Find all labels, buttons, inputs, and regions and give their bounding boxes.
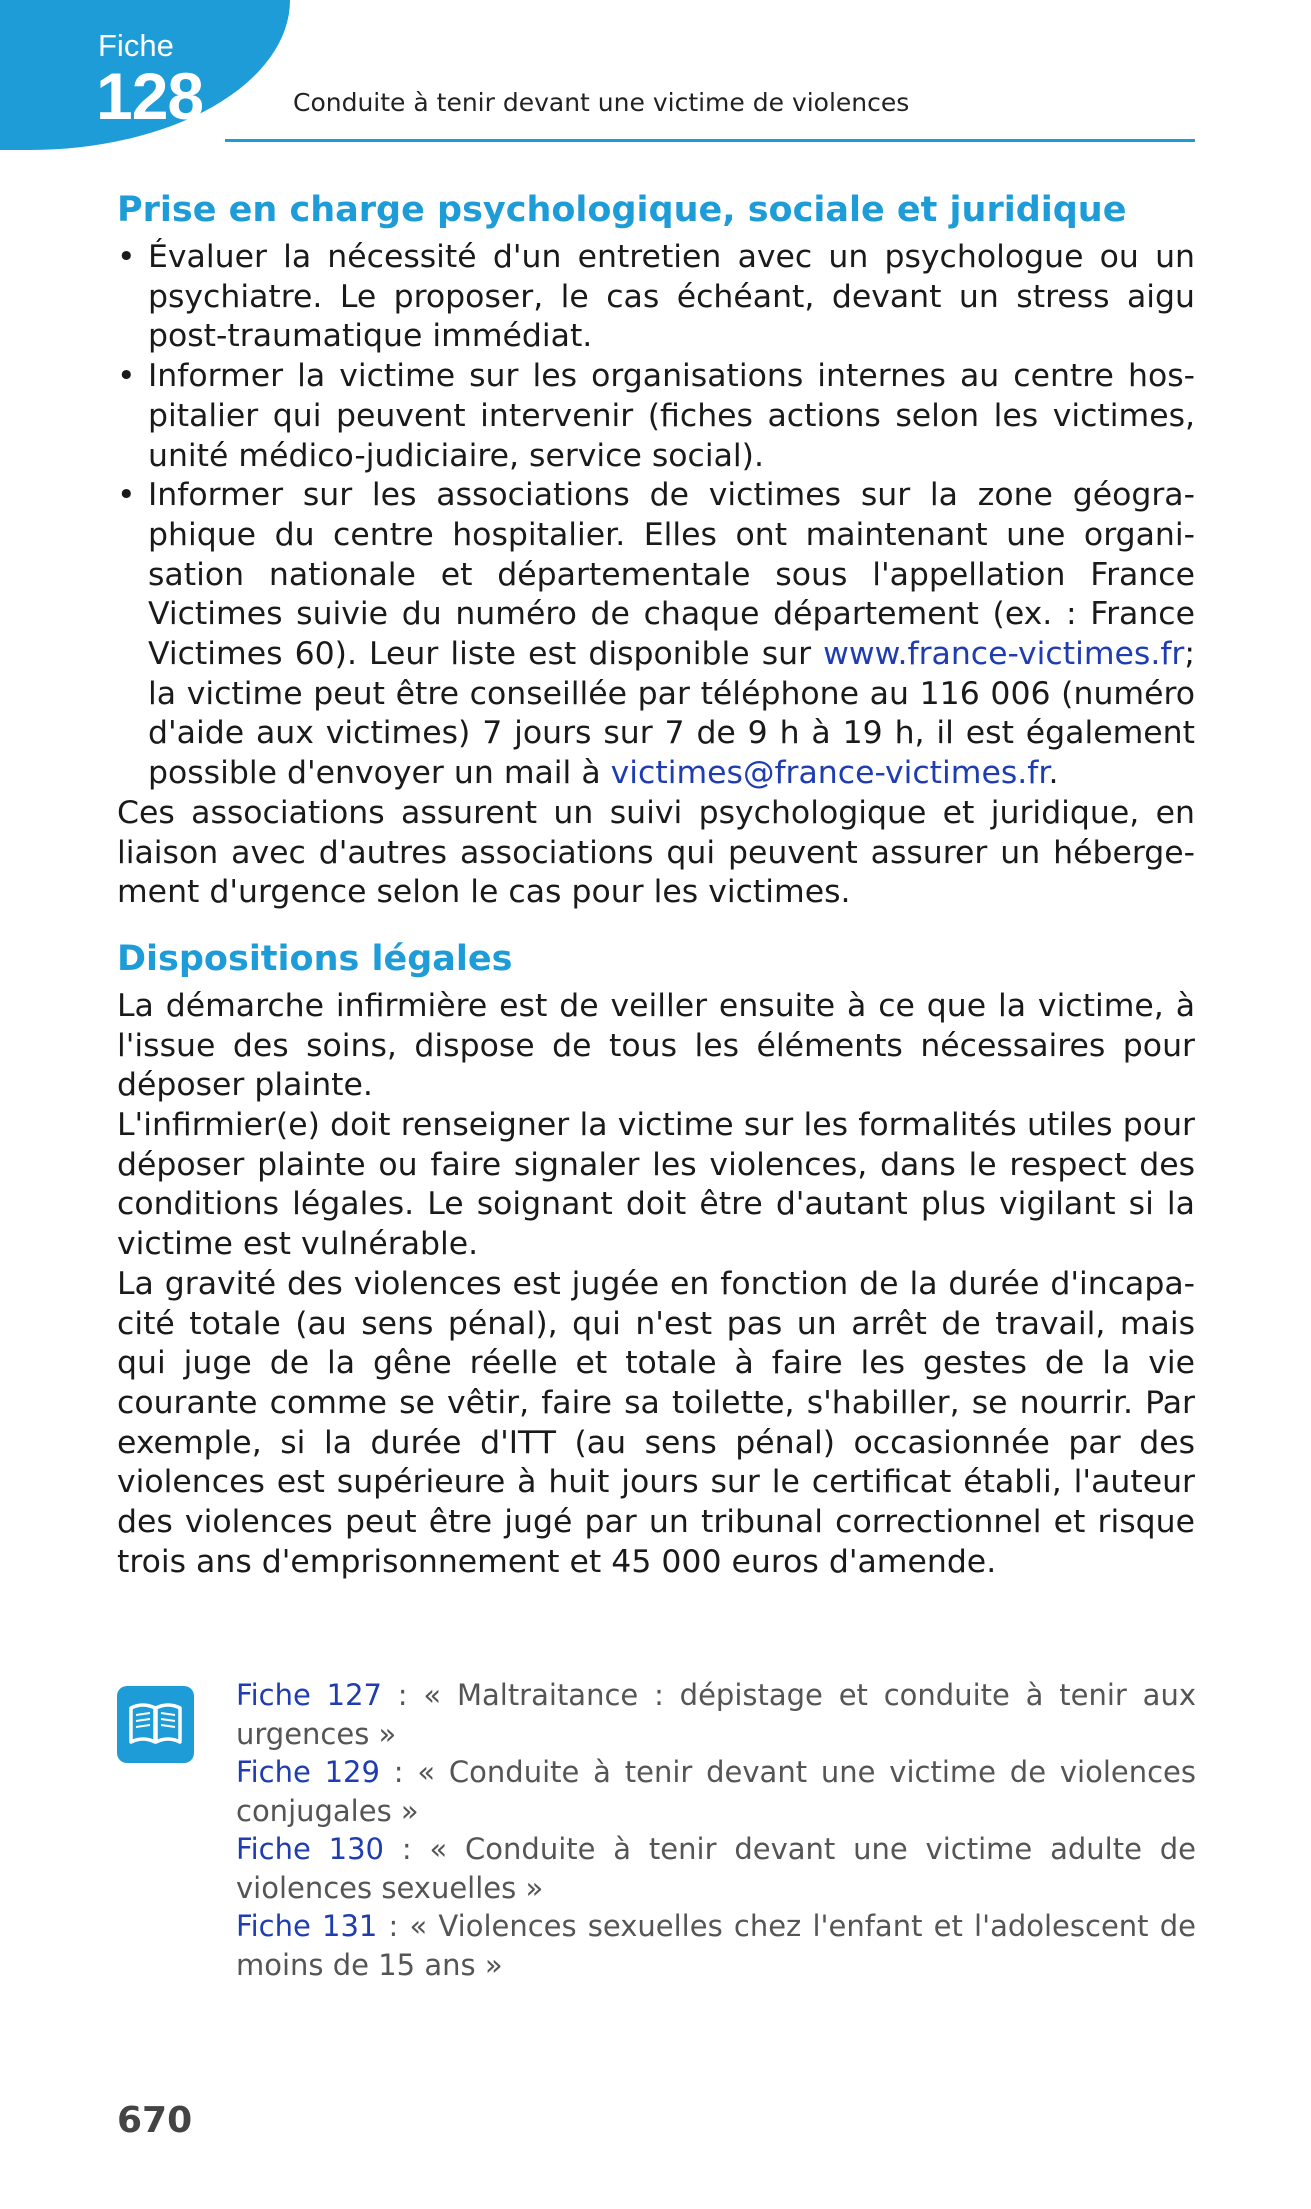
paragraph: La gravité des violences est jugée en fonction de la durée d'incapacité totale (au sens pénal), qui n'est pas un arrêt de travail, mais qui juge de la gêne réelle et totale à faire les gestes de la vie courante comme se vêtir, faire sa toilette, s'habiller, se nourrir. Par exemple, si la durée d'ITT (au sens pénal) occasionnée par des violences est supérieure à huit jours sur le certificat établi, l'auteur des violences peut être jugé par un tribunal correctionnel et risque trois ans d'emprisonnement et 45 000 euros d'amende. (117, 1265, 1195, 1580)
fiche-129-link[interactable]: Fiche 129 (236, 1755, 380, 1789)
bullet-list (117, 238, 1195, 794)
france-victimes-link[interactable]: www.france-victimes.fr (823, 636, 1185, 673)
reference-item: Fiche 127 : « Maltraitance : dépistage et conduite à tenir aux urgences » (236, 1678, 1196, 1751)
open-book-icon (117, 1686, 194, 1763)
list-item: • Informer sur les associations de victimes sur la zone géographique du centre hospitalier. Elles ont maintenant une organisation nationale et départementale sous l'appellation France Victimes suivie du numéro de chaque département (ex. : France Victimes 60). Leur liste est disponible sur www.france-victimes.fr; la victime peut être conseillée par téléphone au 116 006 (numéro d'aide aux victimes) 7 jours sur 7 de 9 h à 19 h, il est également possible d'envoyer un mail à victimes@france-victimes.fr. (117, 477, 1195, 792)
reference-item: Fiche 129 : « Conduite à tenir devant une victime de violences conjugales » (236, 1755, 1196, 1828)
fiche-label: Fiche (98, 28, 174, 63)
reference-item: Fiche 130 : « Conduite à tenir devant une victime adulte de violences sexuelles » (236, 1832, 1197, 1905)
fiche-131-link[interactable]: Fiche 131 (236, 1909, 378, 1943)
fiche-number: 128 (96, 59, 204, 133)
related-references (236, 1676, 1196, 1984)
reference-item: Fiche 131 : « Violences sexuelles chez l'enfant et l'adolescent de moins de 15 ans » (236, 1909, 1196, 1982)
paragraph: L'infirmier(e) doit renseigner la victime sur les formalités utiles pour déposer plainte ou faire signaler les violences, dans le respect des conditions légales. Le soignant doit être d'autant plus vigilant si la victime est vulnérable. (117, 1107, 1195, 1263)
running-title: Conduite à tenir devant une victime de violences (293, 88, 910, 117)
bullet-text: Évaluer la nécessité d'un entretien avec un psychologue ou un psychiatre. Le proposer, le cas échéant, devant un stress aigu post-traumatique immédiat. (148, 239, 1195, 355)
section-title-dispositions: Dispositions légales (117, 938, 513, 979)
fiche-127-link[interactable]: Fiche 127 (236, 1678, 382, 1712)
section-title-prise-en-charge: Prise en charge psychologique, sociale et juridique (117, 190, 1127, 230)
page-number: 670 (117, 2100, 193, 2141)
email-link[interactable]: victimes@france-victimes.fr (610, 755, 1049, 792)
bullet-text: Informer la victime sur les organisations internes au centre hospitalier qui peuvent intervenir (fiches actions selon les victimes, unité médico-judiciaire, service social). (148, 358, 1195, 474)
main-content (117, 188, 1195, 1583)
paragraph: La démarche infirmière est de veiller ensuite à ce que la victime, à l'issue des soins, dispose de tous les éléments nécessaires pour déposer plainte. (117, 987, 1195, 1104)
bullet-text: Informer sur les associations de victimes sur la zone géographique du centre hospitalier. Elles ont maintenant une organisation nationale et départementale sous l'appellation France Victimes suivie du numéro de chaque département (ex. : France Victimes 60). Leur liste est disponible sur (148, 477, 1195, 673)
header-rule (225, 139, 1195, 142)
fiche-130-link[interactable]: Fiche 130 (236, 1832, 384, 1866)
closing-paragraph: Ces associations assurent un suivi psychologique et juridique, en liaison avec d'autres associations qui peuvent assurer un hébergement d'urgence selon le cas pour les victimes. (117, 794, 1195, 911)
list-item: • Informer la victime sur les organisations internes au centre hospitalier qui peuvent intervenir (fiches actions selon les victimes, unité médico-judiciaire, service social). (117, 358, 1195, 474)
bullet-text: ; la victime peut être conseillée par téléphone au 116 006 (numéro d'aide aux victimes) 7 jours sur 7 de 9 h à 19 h, il est également possible d'envoyer un mail à (148, 636, 1195, 792)
list-item: • Évaluer la nécessité d'un entretien avec un psychologue ou un psychiatre. Le proposer, le cas échéant, devant un stress aigu post-traumatique immédiat. (117, 239, 1195, 355)
